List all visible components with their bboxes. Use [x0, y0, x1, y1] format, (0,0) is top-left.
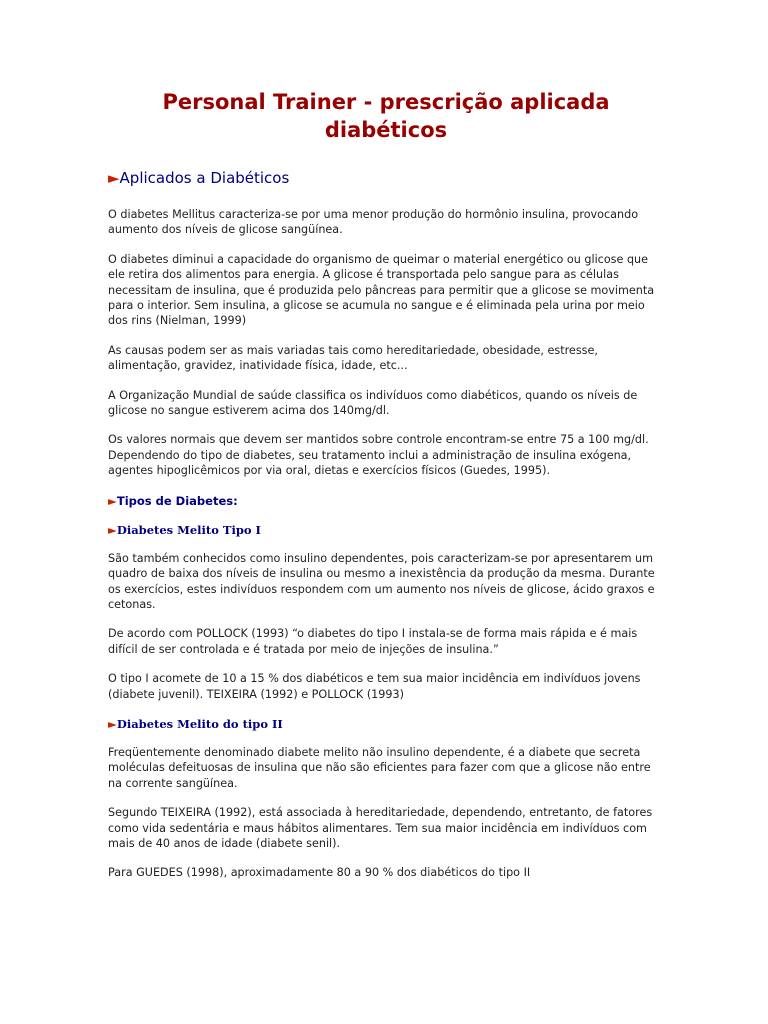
- paragraph-intro-4: A Organização Mundial de saúde classifica os indivíduos como diabéticos, quando os níveis de glicose no sangue estiverem acima dos 140mg/dl.: [108, 388, 638, 418]
- paragraph-tipo2-2: Segundo TEIXEIRA (1992), está associada à hereditariedade, dependendo, entretanto, de fatores como vida sedentária e maus hábitos alimentares. Tem sua maior incidência em indivíduos com mais de 40 anos de idade (diabete senil).: [108, 806, 653, 850]
- section-heading-aplicados-text: Aplicados a Diabéticos: [119, 169, 290, 187]
- paragraph-intro-1: O diabetes Mellitus caracteriza-se por uma menor produção do hormônio insulina, provocando aumento dos níveis de glicose sangüínea.: [108, 208, 639, 237]
- section-heading-tipo-1-text: Diabetes Melito Tipo I: [116, 522, 261, 537]
- paragraph-tipo2-1: Freqüentemente denominado diabete melito não insulino dependente, é a diabete que secreta moléculas defeituosas de insulina que não são eficientes para fazer com que a glicose não entre na corrente sangüínea.: [108, 745, 651, 790]
- section-heading-tipo-2: [108, 716, 664, 732]
- paragraph-intro-5: Os valores normais que devem ser mantidos sobre controle encontram-se entre 75 a 100 mg/dl. Dependendo do tipo de diabetes, seu tratamento inclui a administração de insulina exógena, agentes hipoglicêmicos por via oral, dietas e exercícios físicos (Guedes, 1995).: [108, 433, 649, 478]
- page-title: [108, 88, 664, 144]
- paragraph-tipo2-3: Para GUEDES (1998), aproximadamente 80 a 90 % dos diabéticos do tipo II: [108, 866, 531, 880]
- section-heading-tipos: [108, 493, 664, 509]
- paragraph-intro-2: O diabetes diminui a capacidade do organismo de queimar o material energético ou glicose que ele retira dos alimentos para energia. A glicose é transportada pelo sangue para as células necessitam de insulina, que é produzida pelo pâncreas para permitir que a glicose se movimenta para o interior. Sem insulina, a glicose se acumula no sangue e é eliminada pela urina por meio dos rins (Nielman, 1999): [108, 252, 655, 328]
- page-title-line-2: diabéticos: [324, 118, 448, 142]
- section-heading-tipo-1: [108, 522, 664, 538]
- paragraph-tipo1-3: O tipo I acomete de 10 a 15 % dos diabéticos e tem sua maior incidência em indivíduos jovens (diabete juvenil). TEIXEIRA (1992) e POLLOCK (1993): [108, 672, 641, 701]
- section-heading-aplicados: [108, 168, 664, 188]
- triangle-bullet-icon: ►: [108, 522, 117, 537]
- triangle-bullet-icon: ►: [108, 169, 120, 187]
- paragraph-tipo1-2: De acordo com POLLOCK (1993) “o diabetes do tipo I instala-se de forma mais rápida e é mais difícil de ser controlada e é tratada por meio de injeções de insulina.”: [108, 627, 638, 656]
- paragraph-tipo1-1: São também conhecidos como insulino dependentes, pois caracterizam-se por apresentarem um quadro de baixa dos níveis de insulina ou mesmo a inexistência da produção da mesma. Durante os exercícios, estes indivíduos respondem com um aumento nos níveis de glicose, ácido graxos e cetonas.: [108, 551, 655, 611]
- section-heading-tipos-text: Tipos de Diabetes:: [116, 493, 238, 508]
- triangle-bullet-icon: ►: [108, 493, 117, 508]
- document-page: [108, 88, 664, 895]
- section-heading-tipo-2-text: Diabetes Melito do tipo II: [116, 716, 283, 731]
- triangle-bullet-icon: ►: [108, 716, 117, 731]
- page-title-line-1: Personal Trainer - prescrição aplicada: [162, 90, 610, 114]
- paragraph-intro-3: As causas podem ser as mais variadas tais como hereditariedade, obesidade, estresse, alimentação, gravidez, inatividade física, idade, etc...: [108, 343, 598, 373]
